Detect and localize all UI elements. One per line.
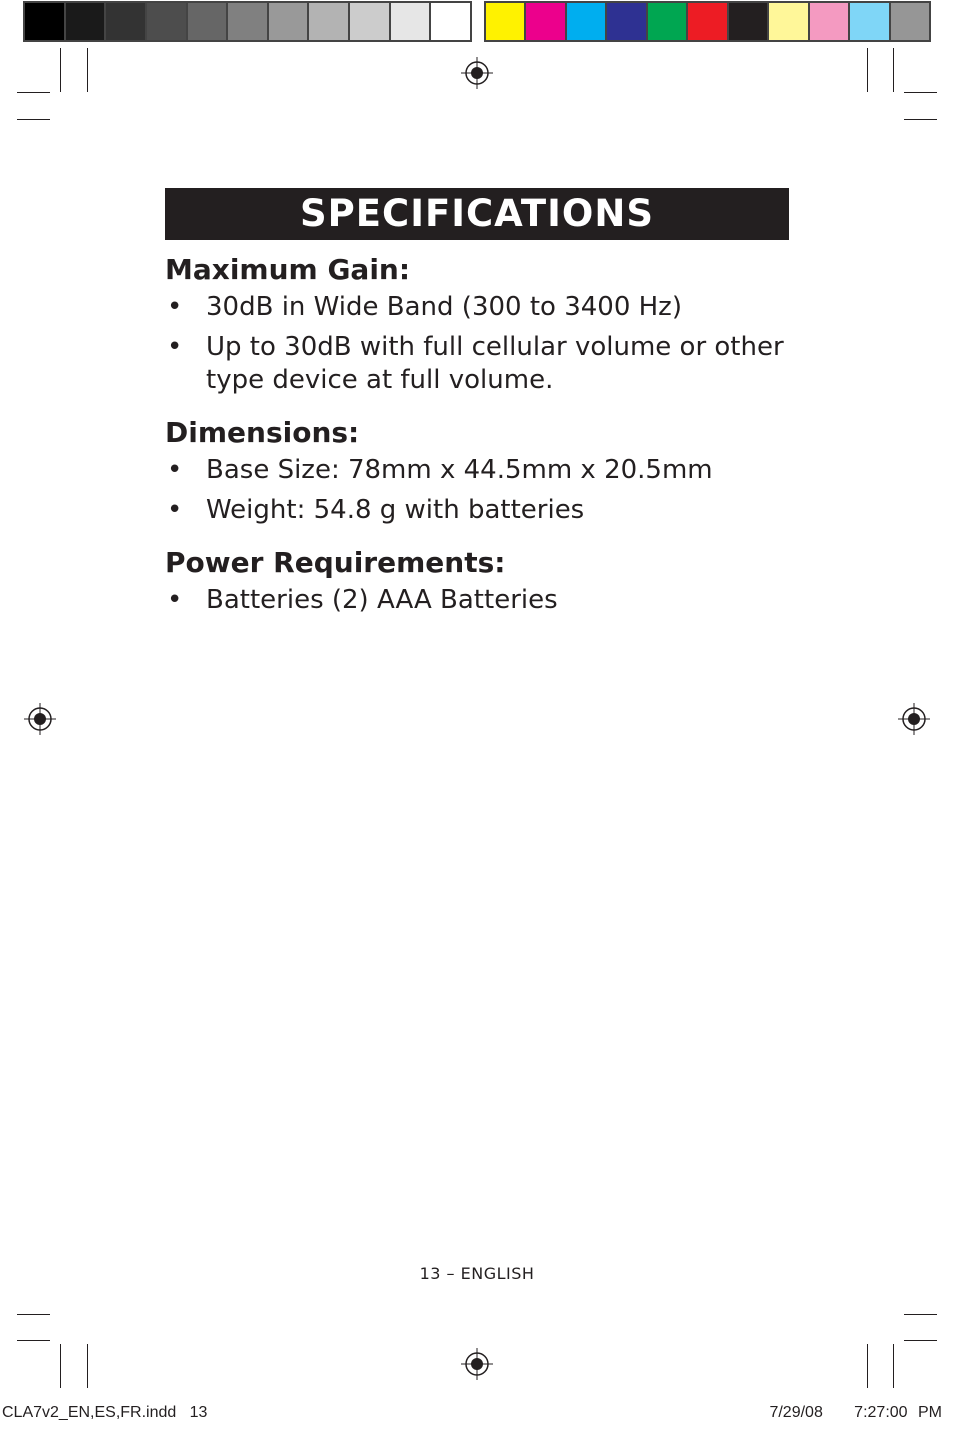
color-swatch (648, 3, 686, 40)
registration-mark-icon (898, 703, 930, 735)
crop-mark (904, 92, 937, 93)
list-item-text: Batteries (2) AAA Batteries (206, 585, 558, 615)
color-swatch (106, 3, 145, 40)
color-swatch (688, 3, 726, 40)
color-swatch (431, 3, 470, 40)
list-item (165, 291, 805, 324)
crop-mark (60, 48, 61, 92)
color-swatch (607, 3, 645, 40)
color-swatch (228, 3, 267, 40)
list-item-text: Up to 30dB with full cellular volume or other type device at full volume. (206, 332, 784, 395)
color-swatch (391, 3, 430, 40)
bullet-icon: • (167, 585, 183, 615)
list-item (165, 331, 796, 397)
bullet-icon: • (167, 332, 183, 362)
crop-mark (867, 1344, 868, 1388)
crop-mark (87, 1344, 88, 1388)
spec-section-dimensions (165, 416, 805, 534)
process-color-bar (484, 1, 931, 42)
slug-timestamp: 7/29/08 7:27:00 PM (769, 1404, 942, 1421)
color-swatch (729, 3, 767, 40)
spec-section-maximum-gain (165, 253, 805, 404)
color-swatch (850, 3, 888, 40)
bullet-icon: • (167, 495, 183, 525)
list-item (165, 584, 805, 617)
crop-mark (17, 92, 50, 93)
color-swatch (810, 3, 848, 40)
spec-section-power-requirements (165, 546, 805, 624)
page-title: SPECIFICATIONS (165, 188, 789, 240)
slug-filename: CLA7v2_EN,ES,FR.indd 13 (2, 1404, 208, 1421)
registration-mark-icon (461, 1348, 493, 1380)
crop-mark (87, 48, 88, 92)
crop-mark (17, 1340, 50, 1341)
section-heading: Power Requirements: (165, 546, 506, 579)
spec-list (165, 291, 805, 397)
crop-mark (60, 1344, 61, 1388)
color-swatch (769, 3, 807, 40)
color-swatch (350, 3, 389, 40)
color-swatch (486, 3, 524, 40)
crop-mark (904, 1314, 937, 1315)
crop-mark (893, 1344, 894, 1388)
crop-mark (893, 48, 894, 92)
page-footer: 13 – ENGLISH (419, 1264, 535, 1283)
spec-list (165, 454, 805, 527)
color-swatch (25, 3, 64, 40)
color-swatch (309, 3, 348, 40)
color-swatch (188, 3, 227, 40)
crop-mark (17, 1314, 50, 1315)
registration-mark-icon (461, 57, 493, 89)
crop-mark (904, 1340, 937, 1341)
color-swatch (66, 3, 105, 40)
bullet-icon: • (167, 292, 183, 322)
section-heading: Dimensions: (165, 416, 360, 449)
color-swatch (269, 3, 308, 40)
crop-mark (904, 119, 937, 120)
color-swatch (891, 3, 929, 40)
color-swatch (567, 3, 605, 40)
spec-list (165, 584, 805, 617)
list-item (165, 454, 805, 487)
crop-mark (17, 119, 50, 120)
list-item (165, 494, 805, 527)
bullet-icon: • (167, 455, 183, 485)
list-item-text: 30dB in Wide Band (300 to 3400 Hz) (206, 292, 682, 322)
color-swatch (147, 3, 186, 40)
list-item-text: Weight: 54.8 g with batteries (206, 495, 585, 525)
section-heading: Maximum Gain: (165, 253, 411, 286)
registration-mark-icon (24, 703, 56, 735)
color-swatch (526, 3, 564, 40)
grayscale-color-bar (23, 1, 472, 42)
crop-mark (867, 48, 868, 92)
list-item-text: Base Size: 78mm x 44.5mm x 20.5mm (206, 455, 713, 485)
